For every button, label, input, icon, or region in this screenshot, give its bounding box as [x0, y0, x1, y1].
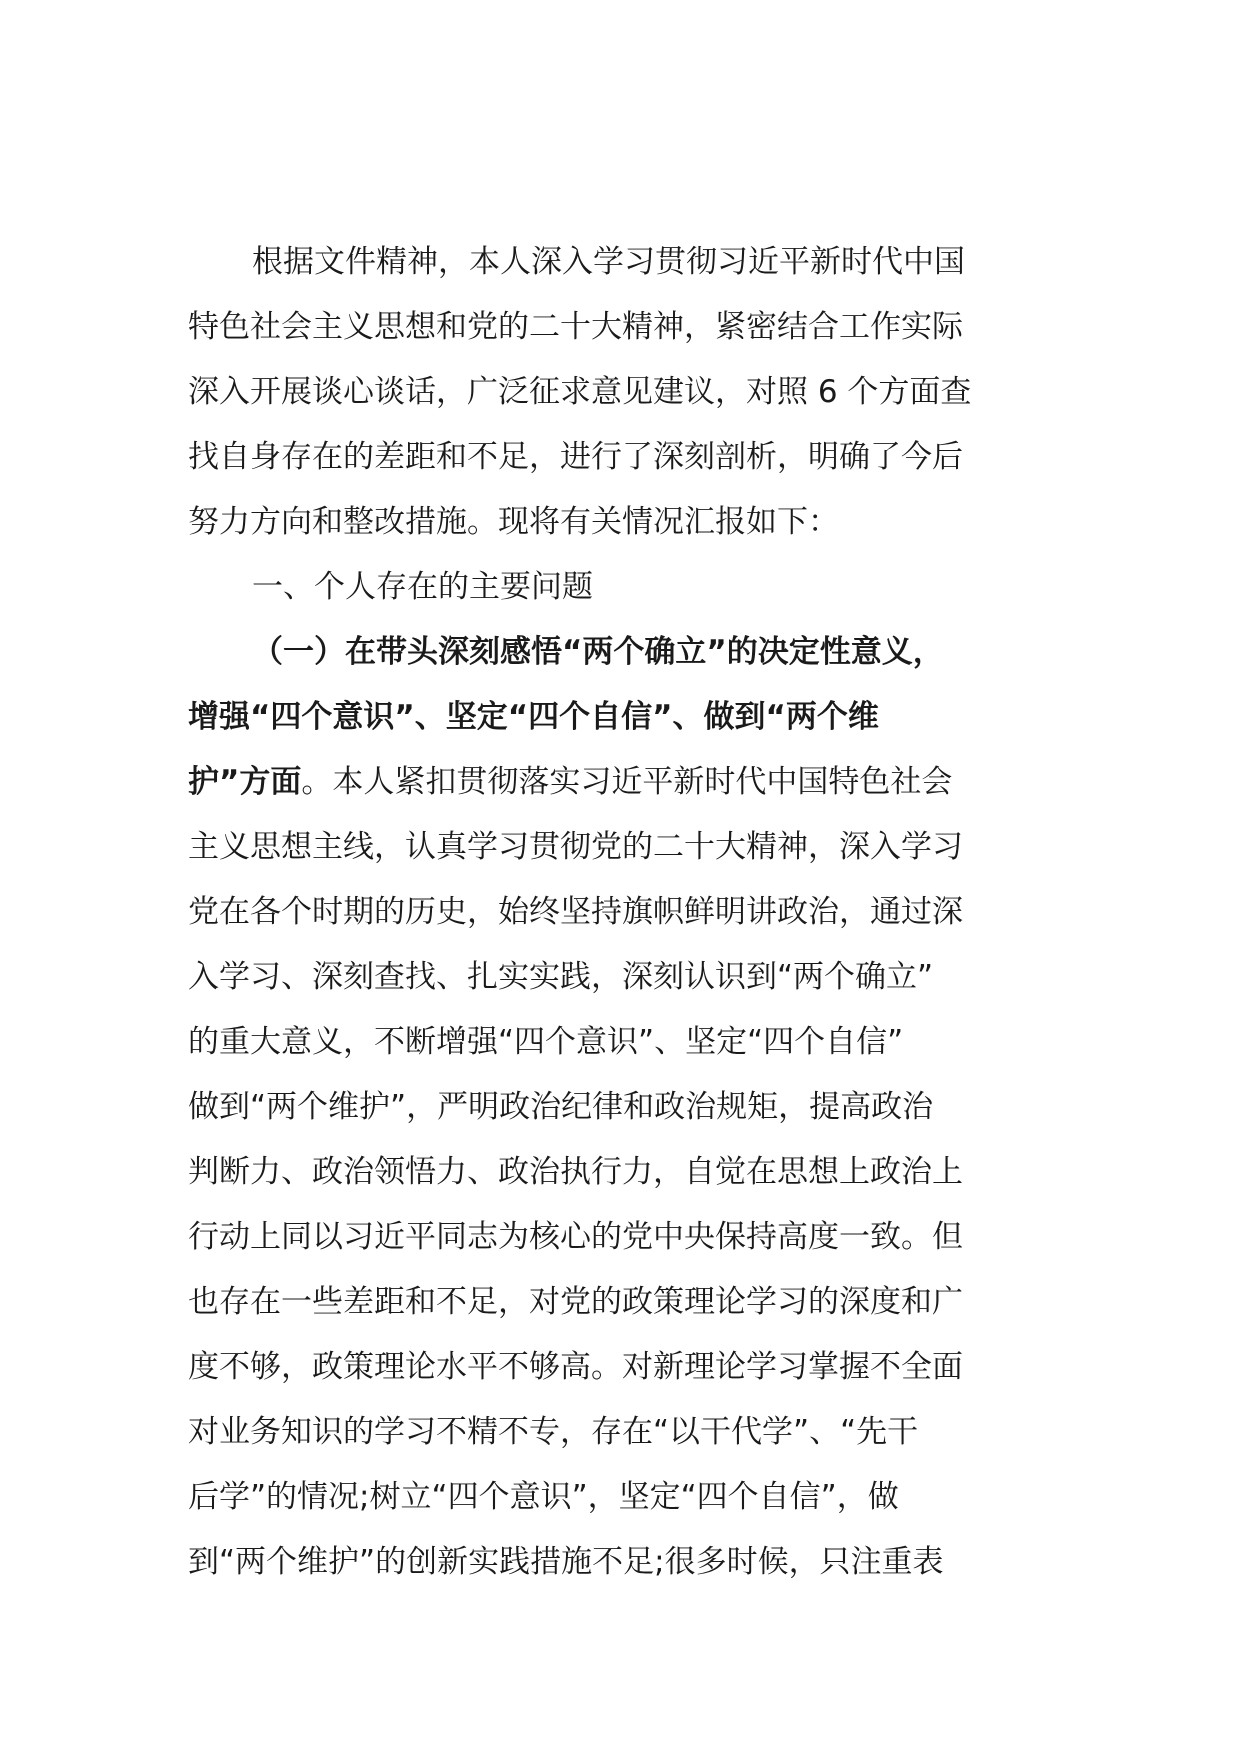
line-text: 根据文件精神，本人深入学习贯彻习近平新时代中国 — [252, 244, 965, 280]
subsection-heading-line — [188, 685, 1058, 750]
line-text: 深入开展谈心谈话，广泛征求意见建议，对照 6 个方面查 — [188, 374, 972, 410]
text-line — [188, 1205, 1058, 1270]
line-text: 判断力、政治领悟力、政治执行力，自觉在思想上政治上 — [188, 1154, 963, 1190]
section-heading — [188, 555, 1058, 620]
line-text: 努力方向和整改措施。现将有关情况汇报如下： — [188, 504, 839, 540]
text-line — [188, 1270, 1058, 1335]
text-line — [188, 880, 1058, 945]
text-line — [188, 230, 1058, 295]
line-text: 也存在一些差距和不足，对党的政策理论学习的深度和广 — [188, 1284, 963, 1320]
subsection-heading-line — [188, 750, 1058, 815]
line-text: 。本人紧扣贯彻落实习近平新时代中国特色社会 — [301, 764, 953, 800]
text-line — [188, 815, 1058, 880]
text-line — [188, 1465, 1058, 1530]
line-text: 对业务知识的学习不精不专，存在“以干代学”、“先干 — [188, 1414, 919, 1450]
text-line — [188, 360, 1058, 425]
text-line — [188, 1075, 1058, 1140]
bold-heading-text: （一）在带头深刻感悟“两个确立”的决定性意义， — [252, 634, 944, 670]
text-line — [188, 1140, 1058, 1205]
text-line — [188, 1530, 1058, 1595]
bold-heading-text: 增强“四个意识”、坚定“四个自信”、做到“两个维 — [188, 699, 879, 735]
line-text: 的重大意义，不断增强“四个意识”、坚定“四个自信” — [188, 1024, 904, 1060]
line-text: 行动上同以习近平同志为核心的党中央保持高度一致。但 — [188, 1219, 963, 1255]
subsection-heading-line — [188, 620, 1058, 685]
line-text: 做到“两个维护”，严明政治纪律和政治规矩，提高政治 — [188, 1089, 934, 1125]
line-text: 党在各个时期的历史，始终坚持旗帜鲜明讲政治，通过深 — [188, 894, 963, 930]
text-line — [188, 1335, 1058, 1400]
line-text: 后学”的情况;树立“四个意识”，坚定“四个自信”，做 — [188, 1479, 899, 1515]
line-text: 找自身存在的差距和不足，进行了深刻剖析，明确了今后 — [188, 439, 963, 475]
line-text: 主义思想主线，认真学习贯彻党的二十大精神，深入学习 — [188, 829, 963, 865]
line-text: 度不够，政策理论水平不够高。对新理论学习掌握不全面 — [188, 1349, 963, 1385]
text-line — [188, 295, 1058, 360]
bold-heading-text: 护”方面 — [188, 764, 302, 800]
text-line — [188, 945, 1058, 1010]
text-line — [188, 490, 1058, 555]
text-line — [188, 1010, 1058, 1075]
document-body — [188, 230, 1058, 1595]
line-text: 到“两个维护”的创新实践措施不足;很多时候，只注重表 — [188, 1544, 944, 1580]
heading-text: 一、个人存在的主要问题 — [252, 569, 593, 605]
text-line — [188, 1400, 1058, 1465]
line-text: 入学习、深刻查找、扎实实践，深刻认识到“两个确立” — [188, 959, 934, 995]
line-text: 特色社会主义思想和党的二十大精神，紧密结合工作实际 — [188, 309, 963, 345]
text-line — [188, 425, 1058, 490]
